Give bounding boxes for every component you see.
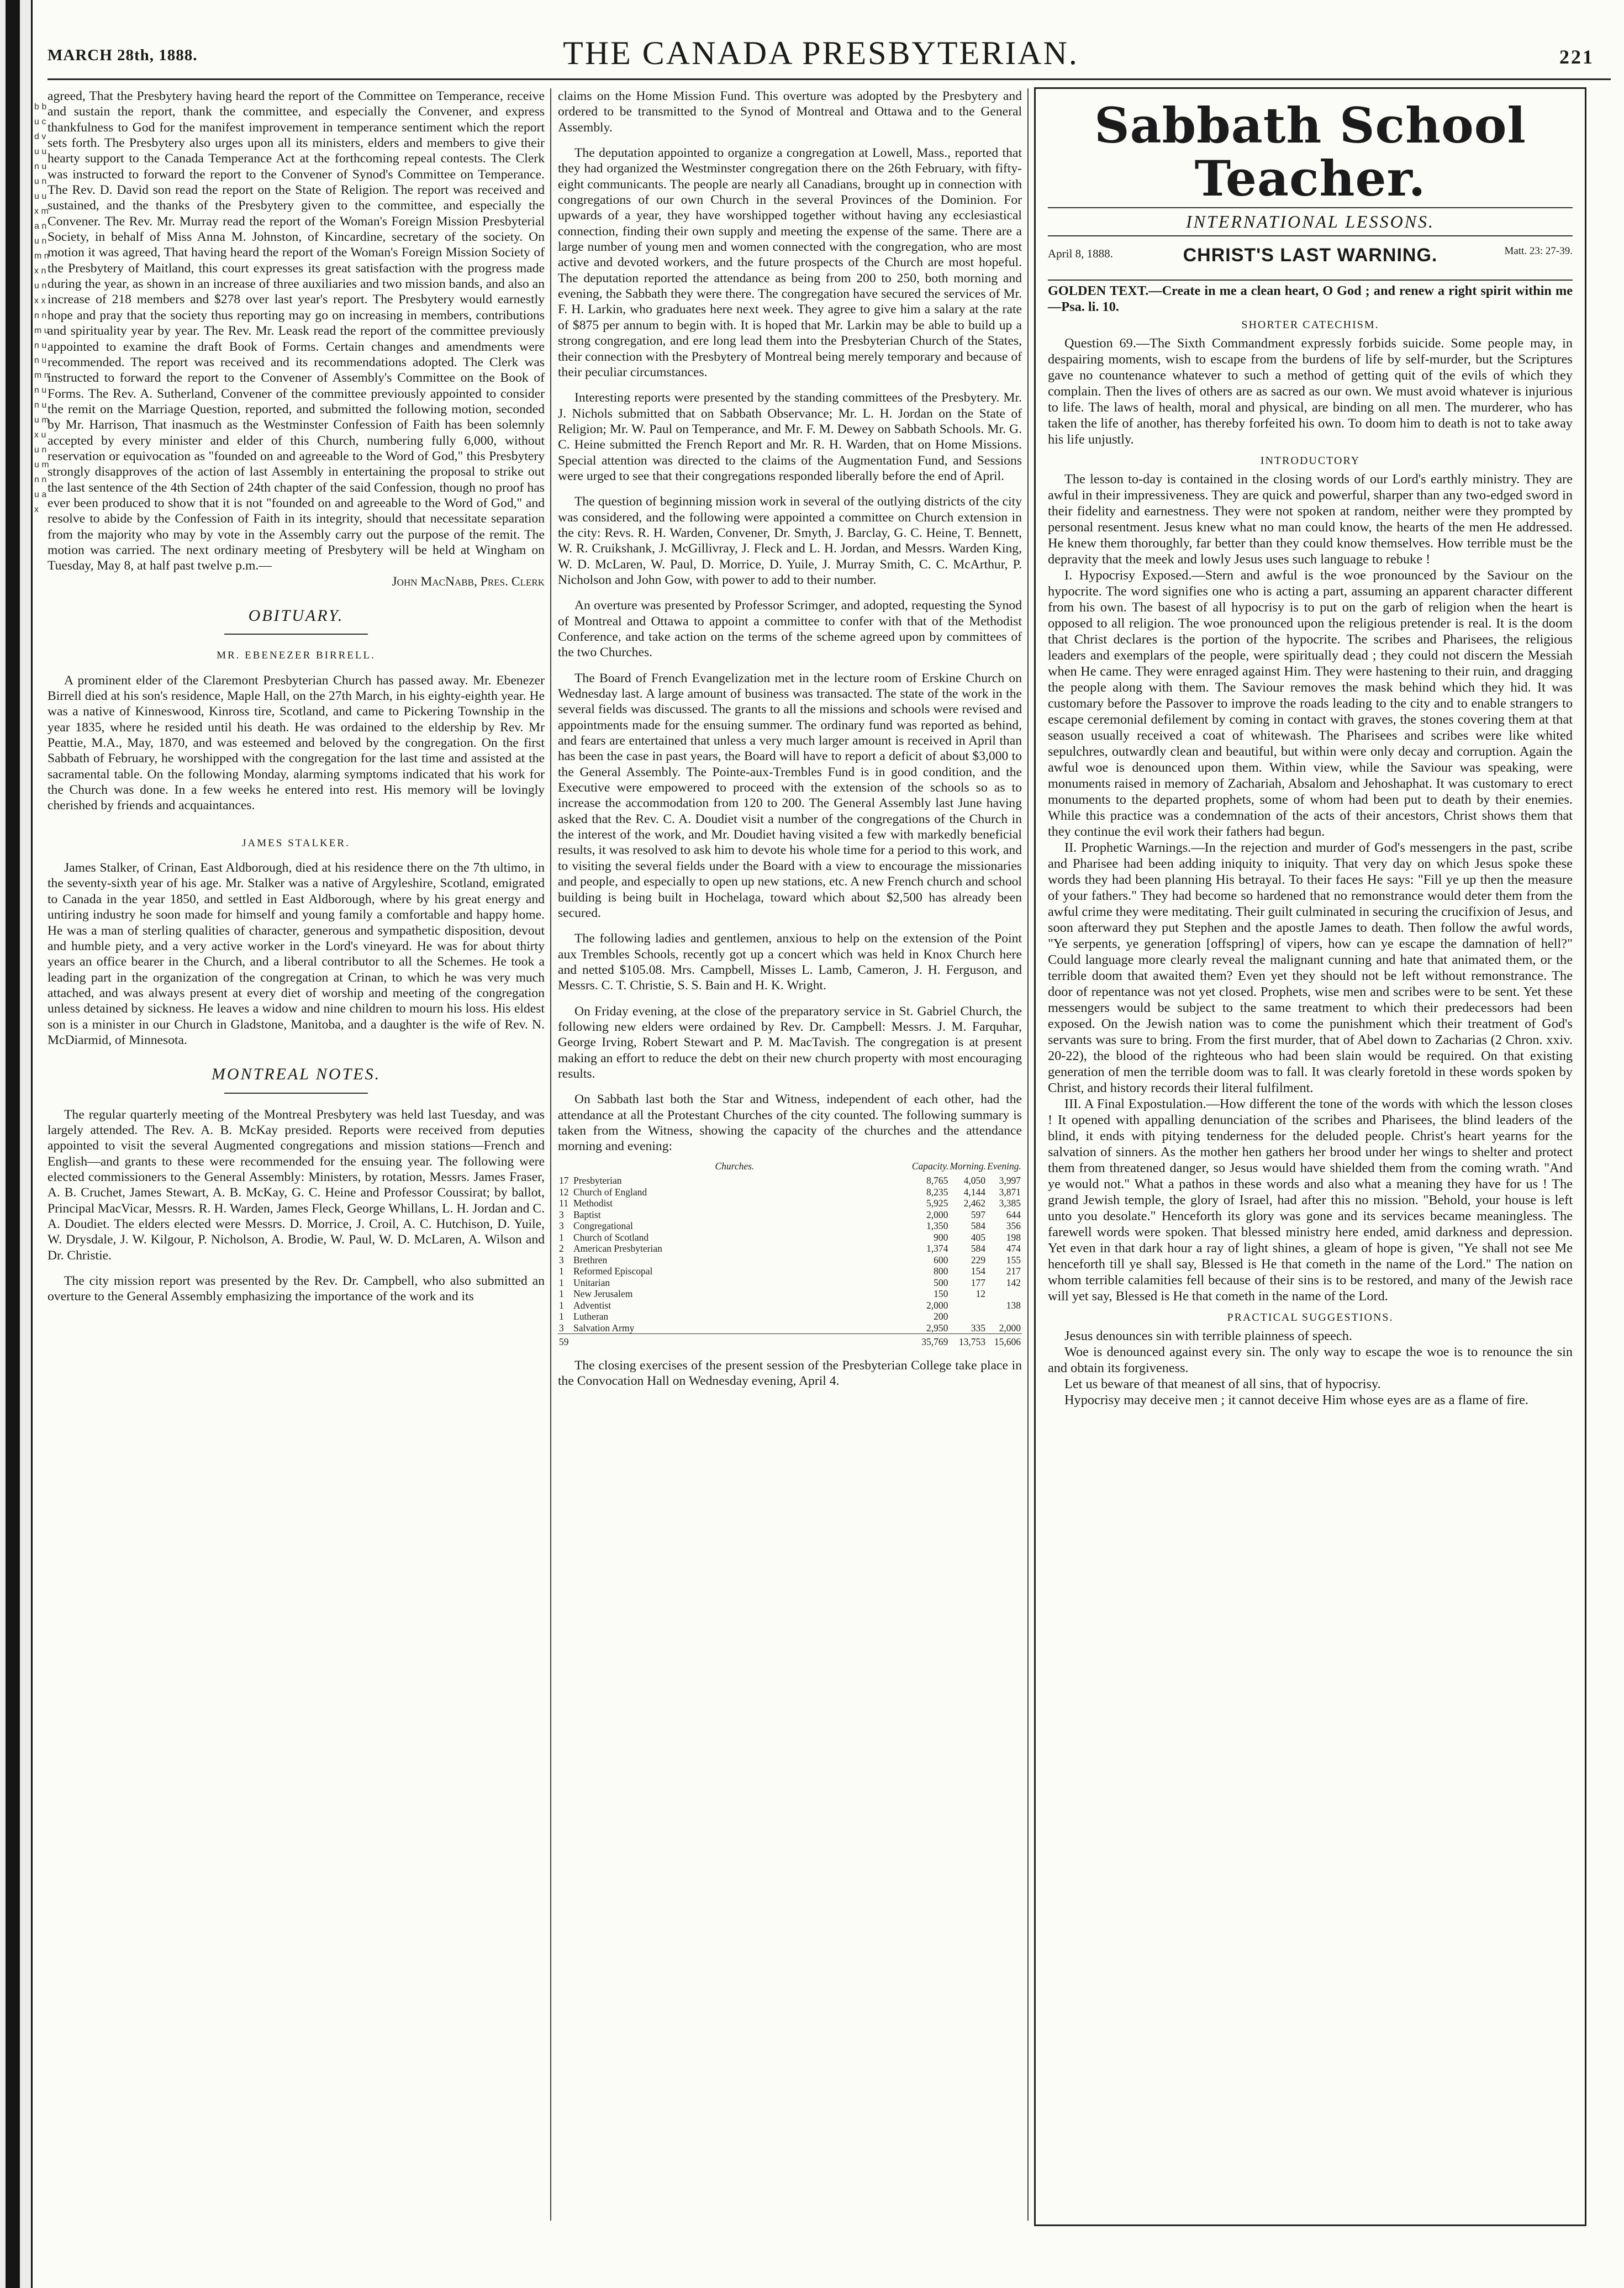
page-header [48,31,1594,70]
obituary-heading: OBITUARY. [48,608,545,635]
section-prophetic-warnings: II. Prophetic Warnings.—In the rejection and murder of God's messengers in the past, scribe and Pharisee had been adding iniquity to iniquity. That very day on which Jesus spoke these words they had been planning His betrayal. To their faces He says: "Fill ye up then the measure of your fathers." They had become so hardened that no remonstrance would deter them from the awful crime they were meditating. Their guilt culminated in securing the crucifixion of Jesus, and soon afterward they put Stephen and the apostle James to death. Then follow the awful words, "Ye serpents, ye generation [offspring] of vipers, how can ye escape the damnation of hell?" Could language more clearly reveal the malignant cunning and hate that animated them, or the terrible doom that awaited them? Even yet they should not be left without remonstrance. The door of repentance was not yet closed. Prophets, wise men and scribes were to be sent. Yet these messengers would be subject to the same treatment to which their predecessors had been exposed. On the Jewish nation was to come the punishment which their treatment of God's servants was sure to bring. From the first murder, that of Abel down to Zacharias (2 Chron. xxiv. 20-22), the blood of the righteous who had been slain would be required. On that existing generation of men the terrible doom was to fall. It was clearly foretold in these words spoken by Christ, and history records their literal fulfilment. [1048,840,1573,1095]
table-cell: 474 [1006,1243,1021,1254]
table-row [558,1243,1022,1254]
table-cell: 1 [559,1299,564,1311]
lesson-date: April 8, 1888. [1048,247,1113,260]
table-cell: 4,144 [963,1186,985,1198]
church-name-cell: Presbyterian [573,1175,622,1187]
table-row [558,1232,1022,1243]
church-name-cell: New Jerusalem [573,1288,633,1300]
church-name-cell: Church of England [573,1186,647,1198]
table-cell: 200 [934,1311,948,1322]
table-row [558,1311,1022,1322]
table-cell: 3 [559,1322,564,1333]
church-name-cell: Methodist [573,1198,613,1209]
table-cell: 217 [1006,1266,1021,1277]
table-cell: 2,000 [999,1322,1021,1333]
newspaper-title: THE CANADA PRESBYTERIAN. [563,35,1079,71]
subtitle-rule [1048,235,1573,236]
lessons-subtitle: INTERNATIONAL LESSONS. [1185,212,1435,231]
table-cell [987,1311,1022,1322]
article-paragraph: On Friday evening, at the close of the preparatory service in St. Gabriel Church, the following new elders were ordained by Rev. Dr. Campbell: Messrs. J. M. Farquhar, George Irving, Robert Stewart and P. M. MacTavish. The congregation is at present making an effort to reduce the debt on their new church property with most encouraging results. [558,1004,1022,1081]
montreal-notes-heading: MONTREAL NOTES. [48,1067,545,1093]
table-cell: 13,753 [949,1334,987,1348]
table-row [558,1209,1022,1221]
table-header: Morning. [950,1160,986,1172]
title-rule [1048,207,1573,208]
header-rule [48,78,1611,80]
section-title: Sabbath School Teacher. [1094,97,1526,207]
signature: John MacNabb, Pres. Clerk [392,574,545,589]
table-cell: 584 [971,1243,985,1254]
montreal-notes-text: The city mission report was presented by the Rev. Dr. Campbell, who also submitted an overture to the General Assembly emphasizing the importance of the work and its [48,1274,545,1304]
table-cell: 597 [971,1209,985,1220]
table-cell [987,1288,1022,1300]
section-hypocrisy: I. Hypocrisy Exposed.—Stern and awful is the woe pronounced by the Saviour on the hypocrite. The word signifies one who is acting a part, assuming an apparent character different from his own. The basest of all hypocrisy is to put on the garb of religion when the heart is opposed to all religion. The woe pronounced upon the religious pretender is real. It is the doom that Christ declares is the portion of the hypocrite. The scribes and Pharisees, the religious leaders and exemplars of the people, were spiritually dead ; they could not discern the Messiah when He came. They were enraged against Him. They were hastening to their ruin, and dragging the people along with them. The Saviour removes the mask behind which they hid. It was customary before the Passover to improve the roads leading to the city and to enable strangers to escape ceremonial defilement by coming in contact with graves, the stones covering them at that season usually received a coat of whitewash. The Pharisees and scribes were like whited sepulchres, outwardly clean and beautiful, but within were only decay and corruption. Again the awful woe is denounced upon them. Within view, while the Saviour was speaking, were monuments raised in memory of Zachariah, Absalom and Jehoshaphat. It was customary to erect monuments to the departed prophets, some of whom had been put to death by their enemies. While this practice was a condemnation of the acts of their ancestors, Christ shows them that they continue the evil work their fathers had begun. [1048,568,1573,839]
montreal-notes-text: The regular quarterly meeting of the Montreal Presbytery was held last Tuesday, and was largely attended. The Rev. A. B. McKay presided. Reports were received from deputies appointed to visit the several Augmented congregations and mission stations—French and English—and grants to these were recommended for the ensuing year. The following were elected commissioners to the General Assembly: Ministers, by rotation, Messrs. James Fraser, A. B. Cruchet, James Stewart, A. B. McKay, G. C. Heine and Professor Coussirat; by ballot, Principal MacVicar, Messrs. R. H. Warden, James Fleck, George Whillans, L. H. Jordan and C. A. Doudiet. The elders elected were Messrs. D. Morrice, J. Croil, A. C. Hutchison, D. Yuile, W. Drysdale, J. W. Kilgour, P. Nicholson, A. Brodie, W. Paul, W. D. McLaren, A. Wilson and Dr. Christie. [48,1107,545,1263]
table-cell: 11 [559,1198,568,1209]
table-cell: 800 [934,1266,948,1277]
church-name-cell: American Presbyterian [573,1243,662,1254]
golden-text: GOLDEN TEXT.—Create in me a clean heart, O God ; and renew a right spirit within me —Psa. li. 10. [1048,283,1573,314]
lesson-heading [1048,244,1573,281]
article-paragraph: claims on the Home Mission Fund. This overture was adopted by the Presbytery and ordered to be transmitted to the Synod of Montreal and Ottawa and to the General Assembly. [558,89,1022,135]
table-cell: 2,950 [926,1322,948,1333]
table-cell: 1 [559,1311,564,1322]
table-cell: 177 [971,1277,985,1288]
table-header: Capacity. [911,1160,949,1172]
table-cell: 154 [971,1266,985,1277]
column-2 [558,88,1022,1389]
presbytery-report-text: agreed, That the Presbytery having heard the report of the Committee on Temperance, receive and sustain the report, thank the committee, and especially the Convener, and express thankfulness to God for the manifest improvement in temperance sentiment which the report sets forth. The Presbytery also urges upon all its ministers, elders and members to give their hearty support to the Canada Temperance Act at the forthcoming repeal contests. The Clerk was instructed to forward the report to the Convener of Synod's Committee on Temperance. The Rev. D. David son read the report on the State of Religion. The report was received and sustained, and the thanks of the Presbytery given to the committee, and especially the Convener. The Rev. Mr. Murray read the report of the Woman's Foreign Mission Presbyterial Society, in behalf of Miss Anna M. Johnston, of Kincardine, secretary of the society. On motion it was agreed, That having heard the report of the Woman's Foreign Mission Society of the Presbytery of Maitland, this court expresses its great satisfaction with the progress made during the year, as shown in an increase of three auxiliaries and two mission bands, and also an increase of 218 members and $278 over last year's report. The Presbytery would earnestly hope and pray that the society thus reporting may go on increasing in members, contributions and spirituality year by year. The Rev. Mr. Leask read the report of the committee previously appointed to examine the draft Book of Forms. Certain changes and amendments were recommended. The report was received and its recommendations adopted. The Clerk was instructed to forward the report to the Convener of Assembly's Committee on the Book of Forms. The Rev. A. Sutherland, Convener of the committee previously appointed to consider the remit on the Marriage Question, reported, and submitted the following motion, seconded by Mr. Harrison, That inasmuch as the Westminster Confession of Faith has been solemnly accepted by every minister and elder of this Church, numbering fully 6,000, without reservation or equivocation as "founded on and agreeable to the Word of God," this Presbytery strongly disapproves of the action of last Assembly in entertaining the proposal to strike out the last sentence of the 4th Section of 24th chapter of the said Confession, though no proof has ever been produced to show that it is not "founded on and agreeable to the Word of God," and resolve to abide by the Confession of Faith in its integrity, should that necessitate separation from the majority who may by vote in the Assembly carry out the purpose of the remit. The motion was carried. The next ordinary meeting of Presbytery will be held at Wingham on Tuesday, May 8, at half past twelve p.m.— [48,89,545,573]
table-cell: 3 [559,1254,564,1266]
page-number: 221 [1559,46,1594,68]
table-cell: 8,235 [926,1186,948,1198]
table-cell [949,1300,987,1311]
table-cell: 2,462 [963,1198,985,1209]
obituary-name-stalker: JAMES STALKER. [242,837,350,849]
column-divider [1027,88,1029,2221]
table-row [558,1220,1022,1232]
table-row [558,1322,1022,1334]
table-cell: 3,385 [999,1198,1021,1209]
table-cell [949,1311,987,1322]
obituary-stalker: James Stalker, of Crinan, East Aldborough, died at his residence there on the 7th ultimo, in the seventy-sixth year of his age. Mr. Stalker was a native of Argyleshire, Scotland, emigrated to Canada in the year 1850, and settled in East Aldborough, where by his great energy and untiring industry he soon made for himself and young family a comfortable and happy home. He was a man of sterling qualities of character, generous and sympathetic disposition, devout and humble piety, and a very active worker in the Lord's vineyard. He was for about thirty years an office bearer in the Church, and a liberal contributor to all the Schemes. He took a leading part in the organization of the congregation at Crinan, to which he was very much attached, and was always present at every diet of worship and meeting of the congregation unless detained by sickness. He leaves a widow and nine children to mourn his loss. His eldest son is a minister in our Church in Gladstone, Manitoba, and a daughter is the wife of Rev. N. McDiarmid, of Minnesota. [48,861,545,1047]
table-cell: 4,050 [963,1175,985,1187]
table-cell: 150 [934,1288,948,1300]
practical-suggestion: Let us beware of that meanest of all sins, that of hypocrisy. [1064,1377,1381,1391]
church-name-cell: Adventist [573,1299,611,1311]
table-cell: 138 [1006,1299,1021,1311]
table-cell: 17 [559,1175,569,1187]
article-paragraph: The closing exercises of the present session of the Presbyterian College take place in the Convocation Hall on Wednesday evening, April 4. [558,1358,1022,1388]
church-name-cell: Lutheran [573,1311,609,1322]
table-row [558,1175,1022,1187]
table-cell: 2,000 [926,1299,948,1311]
obituary-name-birrell: MR. EBENEZER BIRRELL. [217,650,376,662]
article-paragraph: An overture was presented by Professor Scrimger, and adopted, requesting the Synod of Montreal and Ottawa to appoint a committee to confer with that of the Methodist Conference, and take action on the terms of the scheme agreed upon by committees of the two Churches. [558,598,1022,660]
table-cell: 198 [1006,1231,1021,1243]
article-paragraph: The deputation appointed to organize a congregation at Lowell, Mass., reported that they had organized the Westminster congregation there on the 26th February, with fifty-eight communicants. The people are nearly all Canadians, brought up in connection with congregations of our own Church in the several Provinces of the Dominion. For upwards of a year, they have worshipped together without having any ecclesiastical connection, finding their own supply and meeting the expense of the same. There are a large number of young men and women connected with the congregation, who are most active and devoted workers, and the future prospects of the Church are most hopeful. The deputation reported the attendance as being from 200 to 250, both morning and evening, the Sabbath they were there. The congregation have secured the services of Mr. F. H. Larkin, who graduates here next week. They agree to give him a salary at the rate of $875 per annum to begin with. It is hoped that Mr. Larkin may be able to build up a strong congregation, and ere long lead them into the Presbyterian Church of the States, their connection with the Presbytery of Montreal being merely temporary and because of their peculiar circumstances. [558,146,1022,379]
church-name-cell: Unitarian [573,1277,610,1288]
practical-suggestion: Woe is denounced against every sin. The only way to escape the woe is to renounce the sin and obtain its forgiveness. [1048,1345,1573,1375]
table-header: Evening. [987,1160,1021,1172]
table-cell: 600 [934,1254,948,1266]
church-attendance-table [558,1160,1022,1348]
table-cell: 3,997 [999,1175,1021,1187]
table-cell: 5,925 [926,1198,948,1209]
table-cell: 229 [971,1254,985,1266]
table-header: Churches. [715,1160,755,1172]
table-cell: 12 [559,1186,569,1198]
table-row [558,1288,1022,1300]
article-paragraph: On Sabbath last both the Star and Witness, independent of each other, had the attendance at all the Protestant Churches of the city counted. The following summary is taken from the Witness, showing the capacity of the churches and the attendance morning and evening: [558,1092,1022,1154]
column-1 [48,88,545,1305]
table-cell: 3 [559,1209,564,1220]
church-name-cell: Reformed Episcopal [573,1266,653,1277]
article-paragraph: The following ladies and gentlemen, anxious to help on the extension of the Point aux Trembles Schools, recently got up a concert which was held in Knox Church here and netted $105.08. Mrs. Campbell, Misses L. Lamb, Cameron, J. H. Ferguson, and Messrs. C. T. Christie, S. S. Bain and H. K. Wright. [558,931,1022,993]
lesson-title: CHRIST'S LAST WARNING. [1183,245,1438,266]
church-name-cell: Congregational [573,1220,633,1232]
table-cell: 8,765 [926,1175,948,1187]
table-cell: 3 [559,1220,564,1232]
table-cell: 1 [559,1231,564,1243]
column-divider [550,88,551,2221]
catechism-text: Question 69.—The Sixth Commandment expressly forbids suicide. Some people may, in despairing moments, wish to escape from the burdens of life by self-murder, but the Scriptures gave no countenance whatever to such a method of getting quit of the evils of which they complain. Then the lives of others are as sacred as our own. We must avoid whatever is injurious to life. The laws of health, moral and physical, are binding on all men. The murderer, who has taken the life of another, has thereby forfeited his own. To doom him to death is not to take away his life unjustly. [1048,336,1573,447]
table-cell: 59 [558,1334,572,1348]
table-total-row [558,1334,1022,1348]
table-cell: 142 [1006,1277,1021,1288]
table-cell: 644 [1006,1209,1021,1220]
table-cell: 1,374 [926,1243,948,1254]
table-cell: 2 [559,1243,564,1254]
practical-suggestion: Hypocrisy may deceive men ; it cannot deceive Him whose eyes are as a flame of fire. [1064,1393,1528,1407]
practical-heading: PRACTICAL SUGGESTIONS. [1227,1311,1394,1324]
article-paragraph: Interesting reports were presented by the standing committees of the Presbytery. Mr. J. Nichols submitted that on Sabbath Observance; Mr. L. H. Jordan on the State of Religion; Mr. W. Paul on Temperance, and Mr. F. M. Dewey on Sabbath Schools. Mr. G. C. Heine submitted the French Report and Mr. R. H. Warden, that on Home Missions. Special attention was directed to the claims of the Augmentation Fund, and Sessions were urged to see that their congregations responded liberally before the end of April. [558,391,1022,483]
binding-gutter [0,0,33,2288]
table-cell: 15,606 [987,1334,1022,1348]
table-row [558,1254,1022,1266]
table-cell: 35,769 [911,1334,950,1348]
church-name-cell: Salvation Army [573,1322,635,1333]
issue-date: MARCH 28th, 1888. [48,46,198,64]
table-cell: 356 [1006,1220,1021,1232]
table-cell: 335 [971,1322,985,1333]
church-name-cell: Baptist [573,1209,601,1220]
church-name-cell: Brethren [573,1254,608,1266]
table-row [558,1277,1022,1289]
gutter-marks: b b u c d v u u n u u n u u x m a n u n m n x n u n x x n n m u n u n u m n n u n u u m x u u n u m n n u a x [34,102,49,514]
article-paragraph: The Board of French Evangelization met in the lecture room of Erskine Church on Wednesday last. A large amount of business was transacted. The state of the work in the several fields was discussed. The grants to all the missions and schools were revised and appointments made for the ensuing summer. The ordinary fund was reported as behind, and fears are entertained that unless a very much larger amount is received in April than has been the case in past years, the Board will have to report a deficit of about $3,000 to the General Assembly. The Pointe-aux-Trembles Fund is in good condition, and the Executive were empowered to proceed with the extension of the schools so as to increase the accommodation from 120 to 200. The General Assembly last June having asked that the Rev. C. A. Doudiet visit a number of the congregations of the Church in the interest of the work, and Mr. Doudiet having visited a few with markedly beneficial results, it was resolved to ask him to devote his whole time for a period to this work, and to visiting the several fields under the Board with a view to encourage the missionaries and people, and especially to open up new stations, etc. A new French church and school building is being built in Hochelaga, toward which about $2,500 has already been secured. [558,671,1022,920]
table-row [558,1266,1022,1277]
section-final-expostulation: III. A Final Expostulation.—How different the tone of the words with which the lesson closes ! It opened with appalling denunciation of the scribes and Pharisees, the blind leaders of the blind, it ends with pitying tenderness for the deluded people. Christ's heart yearns for the salvation of sinners. As the mother hen gathers her brood under her wings to shelter and protect them from threatened danger, so Jesus would have shielded them from the coming wrath. "And ye would not." What a pathos in these words and also what a meaning they have for us ! The grand Jewish temple, the glory of Israel, had after this no mission. "Behold, your house is left unto you desolate." Henceforth its glory was gone and its services became meaningless. The farewell words were spoken. That blessed ministry here ended, amid darkness and depression. Yet even in that dark hour a ray of light shines, a gleam of hope is given, "Ye shall not see Me henceforth till ye shall say, Blessed is He that cometh in the name of the Lord." The nation on whom terrible calamities fell because of their sins is to be restored, and many of the Jewish race will yet say, Blessed is He that cometh in the name of the Lord. [1048,1096,1573,1304]
table-row [558,1198,1022,1209]
table-cell: 12 [976,1288,985,1300]
binding-strip [6,0,20,2288]
table-cell: 1 [559,1288,564,1300]
table-row [558,1187,1022,1198]
table-cell: 3,871 [999,1186,1021,1198]
table-cell: 584 [971,1220,985,1232]
church-name-cell [572,1334,911,1348]
church-name-cell: Church of Scotland [573,1231,649,1243]
table-cell: 2,000 [926,1209,948,1220]
table-row [558,1300,1022,1311]
table-cell: 900 [934,1231,948,1243]
catechism-heading: SHORTER CATECHISM. [1241,319,1379,331]
sabbath-school-column [1034,87,1586,2226]
table-cell: 500 [934,1277,948,1288]
table-cell: 405 [971,1231,985,1243]
article-paragraph: The question of beginning mission work in several of the outlying districts of the city was considered, and the following were appointed a committee on Church extension in the city: Revs. R. H. Warden, Convener, Dr. Smyth, J. Barclay, G. C. Heine, T. Bennett, W. R. Cruikshank, J. McGillivray, J. Fleck and L. H. Jordan, and Messrs. Warden King, W. D. McLaren, W. Paul, D. Morrice, D. Yuile, J. Murray Smith, C. C. McArthur, P. Nicholson and John Gow, with power to add to their number. [558,494,1022,587]
introductory-heading: INTRODUCTORY [1260,455,1361,467]
practical-suggestion: Jesus denounces sin with terrible plainness of speech. [1064,1328,1352,1343]
table-cell: 1,350 [926,1220,948,1232]
table-cell: 1 [559,1277,564,1288]
lesson-reference: Matt. 23: 27-39. [1504,245,1573,257]
introductory-text: The lesson to-day is contained in the closing words of our Lord's earthly ministry. They are awful in their impressiveness. They are quick and powerful, sharper than any two-edged sword in their fidelity and earnestness. They were not spoken at random, neither were they prompted by personal resentment. Jesus knew what no man could know, the hearts of the men He addressed. He knew them thoroughly, far better than they could know themselves. How terrible must be the depravity that the meek and lowly Jesus uses such language to rebuke ! [1048,472,1573,567]
table-cell: 1 [559,1266,564,1277]
table-cell: 155 [1006,1254,1021,1266]
obituary-birrell: A prominent elder of the Claremont Presbyterian Church has passed away. Mr. Ebenezer Birrell died at his son's residence, Maple Hall, on the 27th March, in his eighty-eighth year. He was a native of Kinneswood, Kinross tire, Scotland, and came to Pickering Township in the year 1835, where he resided until his death. He was ordained to the eldership by Rev. Mr Peattie, M.A., May, 1870, and was esteemed and beloved by the congregation. On the first Sabbath of February, he worshipped with the congregation for the last time and assisted at the sacramental table. On the following Monday, alarming symptoms indicated that his work for the Church was done. In a few weeks he entered into rest. His memory will be lovingly cherished by friends and acquaintances. [48,673,545,813]
